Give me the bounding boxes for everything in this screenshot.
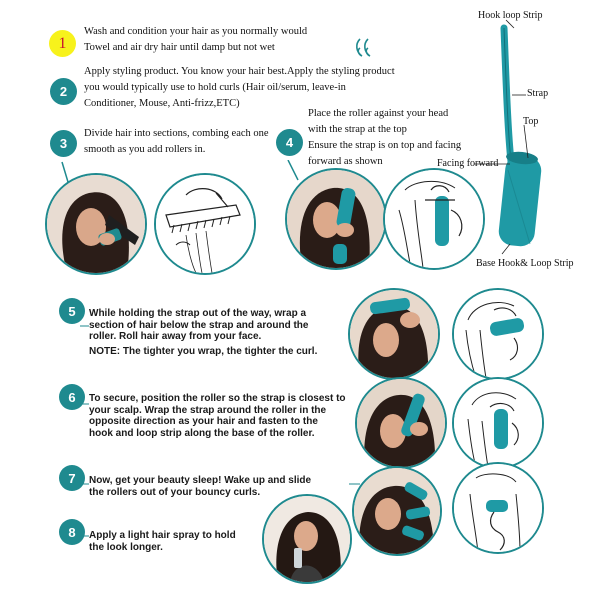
step-8-badge (59, 519, 85, 545)
step-6-line-4: hook and loop strip along the base of the roller. (89, 427, 315, 439)
step-8-line-2: the look longer. (89, 541, 163, 553)
step-1-line-1: Wash and condition your hair as you normally would (84, 26, 308, 37)
step-5-text (89, 308, 349, 357)
step-8-number: 8 (68, 524, 76, 540)
step-6-badge (59, 384, 85, 410)
comb-hair-sketch (154, 173, 256, 275)
step-5-number: 5 (68, 303, 76, 319)
step-8-line-1: Apply a light hair spray to hold (89, 530, 236, 541)
woman-sleeping-photo (352, 466, 442, 556)
step-2-line-1: Apply styling product. You know your hair best.Apply the styling product (84, 66, 395, 77)
hair-curl-icon (352, 36, 378, 60)
step-2-text (84, 64, 395, 112)
label-facing-forward: Facing forward (437, 158, 499, 169)
step-1-badge (49, 30, 76, 57)
step-4-line-2: with the strap at the top (308, 124, 407, 135)
step-6-text (89, 393, 354, 439)
slide-out-sketch (452, 462, 544, 554)
step-5-badge (59, 298, 85, 324)
step-2-line-2: you would typically use to hold curls (Hair oil/serum, leave-in (84, 82, 346, 93)
woman-placing-roller-photo (285, 168, 387, 270)
step-6-line-2: your scalp. Wrap the strap around the roller in the (89, 404, 327, 416)
step-1-text (84, 24, 307, 56)
step-2-number: 2 (59, 84, 68, 99)
step-6-line-1: To secure, position the roller so the strap is closest to (89, 393, 346, 404)
woman-hairspray-photo (262, 494, 352, 584)
step-4-line-4: forward as shown (308, 156, 383, 167)
step-8-text (89, 530, 269, 553)
woman-wrapping-photo (348, 288, 440, 380)
step-3-line-2: smooth as you add rollers in. (84, 144, 206, 155)
label-base: Base Hook& Loop Strip (476, 258, 574, 269)
label-top: Top (523, 116, 539, 127)
step-7-line-2: the rollers out of your bouncy curls. (89, 486, 261, 498)
step-7-badge (59, 465, 85, 491)
step-5-line-2: section of hair below the strap and around the (89, 319, 309, 331)
woman-sectioning-photo (45, 173, 147, 275)
step-4-badge (276, 129, 303, 156)
step-2-badge (50, 78, 77, 105)
diagram-pointer-lines (470, 0, 600, 270)
step-6-line-3: opposite direction as your hair and fasten to the (89, 416, 318, 427)
step-7-number: 7 (68, 470, 76, 486)
step-1-number: 1 (58, 34, 67, 52)
woman-securing-photo (355, 377, 447, 469)
step-5-line-1: While holding the strap out of the way, wrap a (89, 308, 307, 319)
step-3-line-1: Divide hair into sections, combing each one (84, 128, 269, 139)
step-3-number: 3 (59, 136, 68, 151)
step-4-line-1: Place the roller against your head (308, 108, 449, 119)
step-5-line-3: roller. Roll hair away from your face. (89, 331, 262, 342)
step-4-line-3: Ensure the strap is on top and facing (308, 140, 462, 151)
step-5-note (89, 346, 349, 358)
step-3-badge (50, 130, 77, 157)
step-6-number: 6 (68, 389, 76, 405)
secure-strap-sketch (452, 377, 544, 469)
step-1-line-2: Towel and air dry hair until damp but not wet (84, 42, 275, 53)
step-4-number: 4 (285, 135, 294, 150)
wrap-hair-sketch (452, 288, 544, 380)
step-2-line-3: Conditioner, Mouse, Anti-frizz,ETC) (84, 98, 240, 109)
step-5-note-text: The tighter you wrap, the tighter the curl. (120, 345, 318, 357)
label-hook-loop-strip: Hook loop Strip (478, 10, 543, 21)
step-3-text (84, 126, 269, 158)
step-7-line-1: Now, get your beauty sleep! Wake up and slide (89, 475, 312, 486)
label-strap: Strap (527, 88, 549, 99)
step-5-note-label: NOTE: (89, 345, 121, 357)
